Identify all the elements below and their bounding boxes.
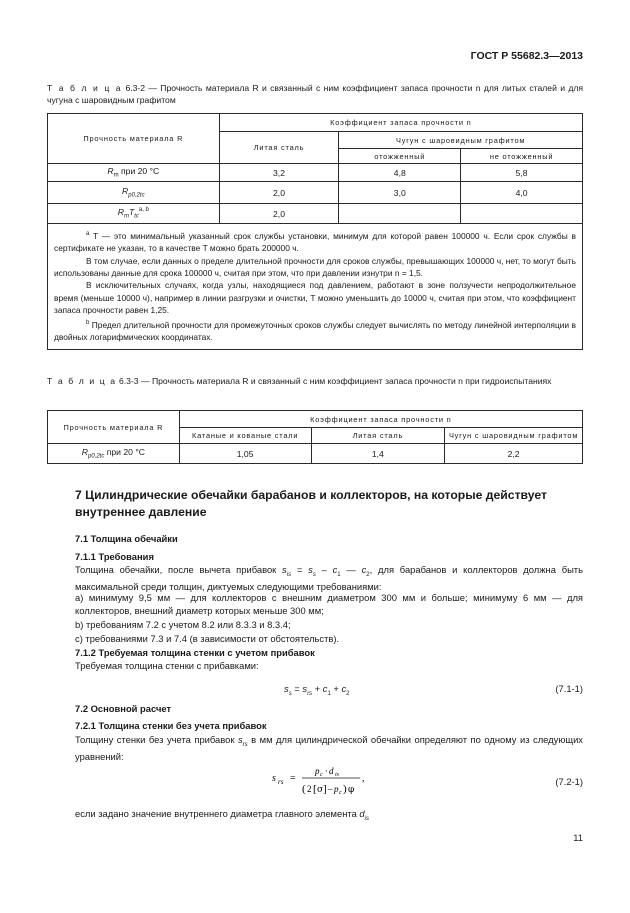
- page-number: 11: [573, 832, 583, 843]
- note-a-1: T — это минимальный указанный срок службы установки, минимум для которой равен 100000 ч. Если срок службы в сертификате не указан, то в качестве T можно брать 200000 ч.: [54, 230, 576, 254]
- note-b-1: Предел длительной прочности для промежуточных сроков службы следует вычислять по методу линейной интерполяции в двойных логарифмических координатах.: [54, 319, 576, 342]
- svg-text:]: ]: [323, 783, 327, 795]
- header-annealed: отожженный: [339, 149, 461, 164]
- header-rolled: Катаные и кованые стали: [179, 428, 311, 444]
- svg-text:–: –: [328, 784, 333, 794]
- row-label: $R_{p0,2tc}$: [48, 182, 220, 204]
- cell-cast: 3,2: [219, 164, 339, 182]
- table-row: [48, 182, 583, 204]
- cell-rolled: 1,05: [179, 444, 311, 464]
- svg-text:σ: σ: [317, 785, 324, 795]
- paragraph-thickness-equations: Толщину стенки без учета прибавок $s_{rs}$ в мм для цилиндрической обечайки определяют по одному из следующих уравнений:: [75, 734, 583, 763]
- table-row: [48, 204, 583, 224]
- svg-text:d: d: [329, 766, 334, 776]
- formula-7-2-1: [270, 762, 370, 800]
- cell-cast: 2,0: [219, 204, 339, 224]
- svg-text:is: is: [335, 772, 340, 778]
- equation-number-7-1-1: (7.1-1): [555, 683, 583, 694]
- formula-7-1-1: $s_s = s_{rs} + c_1 + c_2$: [284, 683, 350, 697]
- cell-annealed: [339, 204, 461, 224]
- table-row: [48, 444, 583, 464]
- caption-word: Т а б л и ц а: [47, 83, 123, 93]
- svg-text:[: [: [313, 783, 317, 795]
- row-label: $R_{p0,2tc}$ при 20 °C: [48, 444, 180, 464]
- section-7-title: 7 Цилиндрические обечайки барабанов и коллекторов, на которые действует внутреннее давление: [75, 488, 547, 519]
- svg-text:(: (: [302, 783, 306, 795]
- header-cast-steel: Литая сталь: [219, 132, 339, 164]
- heading-7-2-1: 7.2.1 Толщина стенки без учета прибавок: [75, 720, 267, 731]
- svg-text:·: ·: [325, 766, 328, 776]
- header-strength: Прочность материала R: [48, 411, 180, 444]
- table-6-3-2: [47, 113, 583, 350]
- header-coef: Коэффициент запаса прочности n: [219, 114, 582, 132]
- svg-text:2: 2: [307, 784, 312, 794]
- svg-text:,: ,: [362, 773, 365, 784]
- svg-text:c: c: [339, 790, 342, 796]
- caption-word: Т а б л и ц а: [47, 376, 117, 386]
- caption-text: 6.3-3 — Прочность материала R и связанный с ним коэффициент запаса прочности n при гидроиспытаниях: [116, 376, 552, 386]
- heading-7-1: 7.1 Толщина обечайки: [75, 533, 178, 544]
- header-strength: Прочность материала R: [48, 114, 220, 164]
- row-label: $R_mT_{tc}^{a, b}$: [48, 204, 220, 224]
- standard-header: ГОСТ Р 55682.3—2013: [470, 50, 583, 62]
- note-a-3: В исключительных случаях, когда узлы, находящиеся под давлением, работают в зоне ползучести непродолжительное время (меньше 10000 ч), например в линии разгрузки и очистки, T можно уменьшить до 10000 ч, считая при этом, что коэффициент запаса прочности равен 1,25.: [54, 280, 576, 316]
- cell-iron: 2,2: [445, 444, 583, 464]
- cell-annealed: 3,0: [339, 182, 461, 204]
- cell-not-annealed: [461, 204, 583, 224]
- table-6-3-3-caption: [47, 375, 583, 387]
- cell-not-annealed: 4,0: [461, 182, 583, 204]
- svg-text:): ): [343, 783, 347, 795]
- svg-text:c: c: [320, 772, 323, 778]
- table-row: [48, 164, 583, 182]
- cell-cast: 2,0: [219, 182, 339, 204]
- svg-text:p: p: [334, 784, 339, 794]
- cell-cast: 1,4: [311, 444, 445, 464]
- svg-text:rs: rs: [278, 778, 284, 786]
- note-a-2: В том случае, если данных о пределе длительной прочности для сроков службы, превышающих 100000 ч, нет, то могут быть использованы данные для срока 100000 ч, считая при этом, что при давлении изнутри n = 1,5.: [54, 255, 576, 279]
- heading-7-2: 7.2 Основной расчет: [75, 703, 172, 714]
- svg-text:=: =: [290, 773, 296, 784]
- list-item-b: b) требованиям 7.2 с учетом 8.2 или 8.3.3 и 8.3.4;: [75, 619, 291, 630]
- header-coef: Коэффициент запаса прочности n: [179, 411, 582, 428]
- heading-7-1-1: 7.1.1 Требования: [75, 551, 154, 562]
- table-6-3-3: [47, 410, 583, 464]
- table-notes-row: [48, 224, 583, 350]
- equation-number-7-2-1: (7.2-1): [555, 776, 583, 787]
- heading-7-1-2: 7.1.2 Требуемая толщина стенки с учетом прибавок: [75, 647, 315, 658]
- header-iron: Чугун с шаровидным графитом: [445, 428, 583, 444]
- table-6-3-2-caption: [47, 82, 583, 106]
- paragraph-required-thickness: Требуемая толщина стенки с прибавками:: [75, 660, 259, 671]
- row-label: $R_m$ при 20 °C: [48, 164, 220, 182]
- caption-text: 6.3-2 — Прочность материала R и связанный с ним коэффициент запаса прочности n для литых сталей и для чугуна с шаровидным графитом: [47, 83, 583, 105]
- header-iron: Чугун с шаровидным графитом: [339, 132, 583, 149]
- paragraph-inner-diameter: если задано значение внутреннего диаметра главного элемента $d_{is}$: [75, 808, 369, 822]
- cell-annealed: 4,8: [339, 164, 461, 182]
- header-not-annealed: не отожженный: [461, 149, 583, 164]
- table-notes: $^a$ T — это минимальный указанный срок службы установки, минимум для которой равен 100000 ч. Если срок службы в сертификате не указан, то в качестве T можно брать 200000 ч. В том случае, если данных о пределе длительной прочности для сроков службы, превышающих 100000 ч, нет, то могут быть использованы данные для срока 100000 ч, считая при этом, что при давлении изнутри n = 1,5. В исключительных случаях, когда узлы, находящиеся под давлением, работают в зоне ползучести непродолжительное время (меньше 10000 ч), например в линии разгрузки и очистки, T можно уменьшить до 10000 ч, считая при этом, что коэффициент запаса прочности равен 1,25. $^b$ Предел длительной прочности для промежуточных сроков службы следует вычислять по методу линейной интерполяции в двойных логарифмических координатах.: [48, 224, 583, 350]
- list-item-c: c) требованиями 7.3 и 7.4 (в зависимости от обстоятельств).: [75, 633, 340, 644]
- svg-text:φ: φ: [348, 785, 355, 795]
- cell-not-annealed: 5,8: [461, 164, 583, 182]
- svg-text:s: s: [272, 773, 276, 784]
- list-item-a: a) минимуму 9,5 мм — для коллекторов с внешним диаметром 300 мм и больше; минимуму 6 мм — для коллекторов, внешний диаметр которых меньше 300 мм;: [75, 592, 583, 616]
- svg-text:p: p: [315, 766, 320, 776]
- header-cast-steel: Литая сталь: [311, 428, 445, 444]
- paragraph-requirements: Толщина обечайки, после вычета прибавок $s_{is} = s_s - c_1$ — $c_2$, для барабанов и коллекторов должна быть максимальной среди толщин, диктуемых следующими требованиями:: [75, 564, 583, 593]
